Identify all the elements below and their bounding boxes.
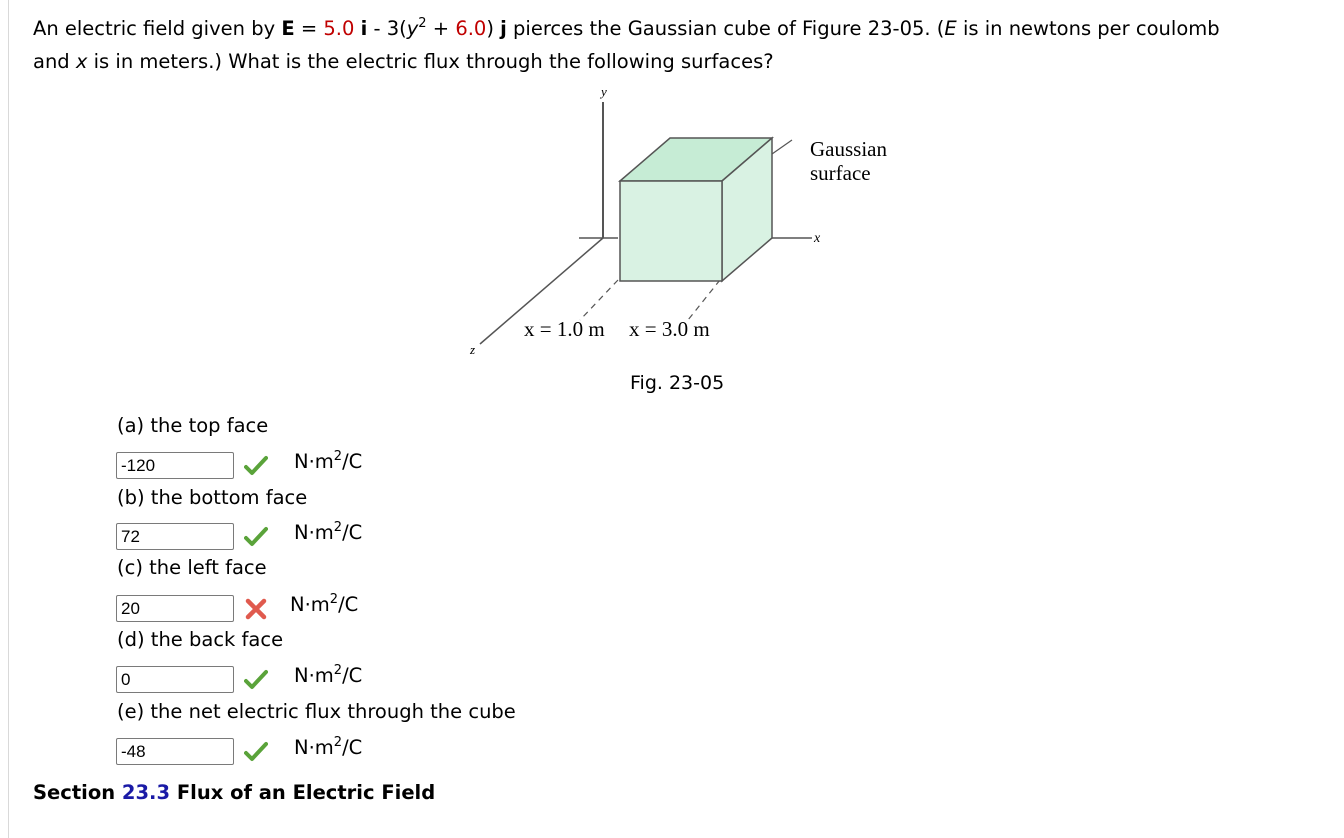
x2-dashed-guide bbox=[688, 280, 720, 320]
figure-caption: Fig. 23-05 bbox=[630, 372, 725, 394]
check-icon bbox=[244, 455, 268, 477]
cube-front-face bbox=[620, 181, 722, 281]
y-axis-label: y bbox=[601, 84, 607, 99]
page-left-border bbox=[8, 0, 9, 838]
part-c-answer-input[interactable] bbox=[116, 595, 234, 622]
part-e-answer-input[interactable] bbox=[116, 738, 234, 765]
check-icon bbox=[244, 526, 268, 548]
part-b-answer-input[interactable] bbox=[116, 523, 234, 550]
x-axis-label: x bbox=[814, 231, 821, 246]
check-mark-path bbox=[246, 744, 266, 759]
gaussian-label-line-1: Gaussian bbox=[810, 137, 887, 161]
problem-line-2: and x is in meters.) What is the electric flux through the following surfaces? bbox=[33, 50, 774, 73]
part-e-unit: $N\cdot m^2/C$ bbox=[294, 735, 363, 759]
coefficient-2: 6.0 bbox=[455, 17, 487, 40]
part-e-label: (e) the net electric flux through the cube bbox=[117, 700, 516, 723]
problem-line-1: An electric field given by E = 5.0 $i - 3(y^2 + 6.0)$ j pierces the Gaussian cube of Figure 23-05. (E is in newtons per coulomb bbox=[33, 16, 1220, 40]
x2-label: x = 3.0 m bbox=[629, 317, 710, 341]
check-mark-path bbox=[246, 529, 266, 544]
part-b-label: (b) the bottom face bbox=[117, 486, 308, 509]
check-mark-path bbox=[246, 458, 266, 473]
gaussian-leader-line bbox=[772, 140, 792, 154]
part-d-answer-input[interactable] bbox=[116, 666, 234, 693]
check-icon bbox=[244, 741, 268, 763]
cross-icon bbox=[244, 598, 268, 620]
part-d-label: (d) the back face bbox=[117, 628, 284, 651]
coefficient-1: 5.0 bbox=[323, 17, 355, 40]
gaussian-cube-figure bbox=[440, 82, 910, 382]
x1-dashed-guide bbox=[580, 280, 618, 320]
part-d-unit: $N\cdot m^2/C$ bbox=[294, 663, 363, 687]
unit-vector-i: i bbox=[360, 17, 368, 40]
part-a-answer-input[interactable] bbox=[116, 452, 234, 479]
part-a-unit: $N\cdot m^2/C$ bbox=[294, 449, 363, 473]
gaussian-label-line-2: surface bbox=[810, 161, 871, 185]
part-c-unit: $N\cdot m^2/C$ bbox=[290, 592, 359, 616]
part-a-label: (a) the top face bbox=[117, 414, 269, 437]
section-number-link[interactable]: 23.3 bbox=[121, 781, 171, 804]
cross-mark-path bbox=[248, 601, 264, 617]
section-reference: Section 23.3 Flux of an Electric Field bbox=[33, 781, 436, 804]
z-axis-label: z bbox=[470, 342, 476, 357]
unit-vector-j: j bbox=[500, 17, 507, 40]
part-c-label: (c) the left face bbox=[117, 556, 267, 579]
x1-label: x = 1.0 m bbox=[524, 317, 605, 341]
problem-statement bbox=[33, 12, 1333, 78]
check-mark-path bbox=[246, 672, 266, 687]
part-b-unit: $N\cdot m^2/C$ bbox=[294, 520, 363, 544]
check-icon bbox=[244, 669, 268, 691]
vector-e: E bbox=[281, 17, 295, 40]
